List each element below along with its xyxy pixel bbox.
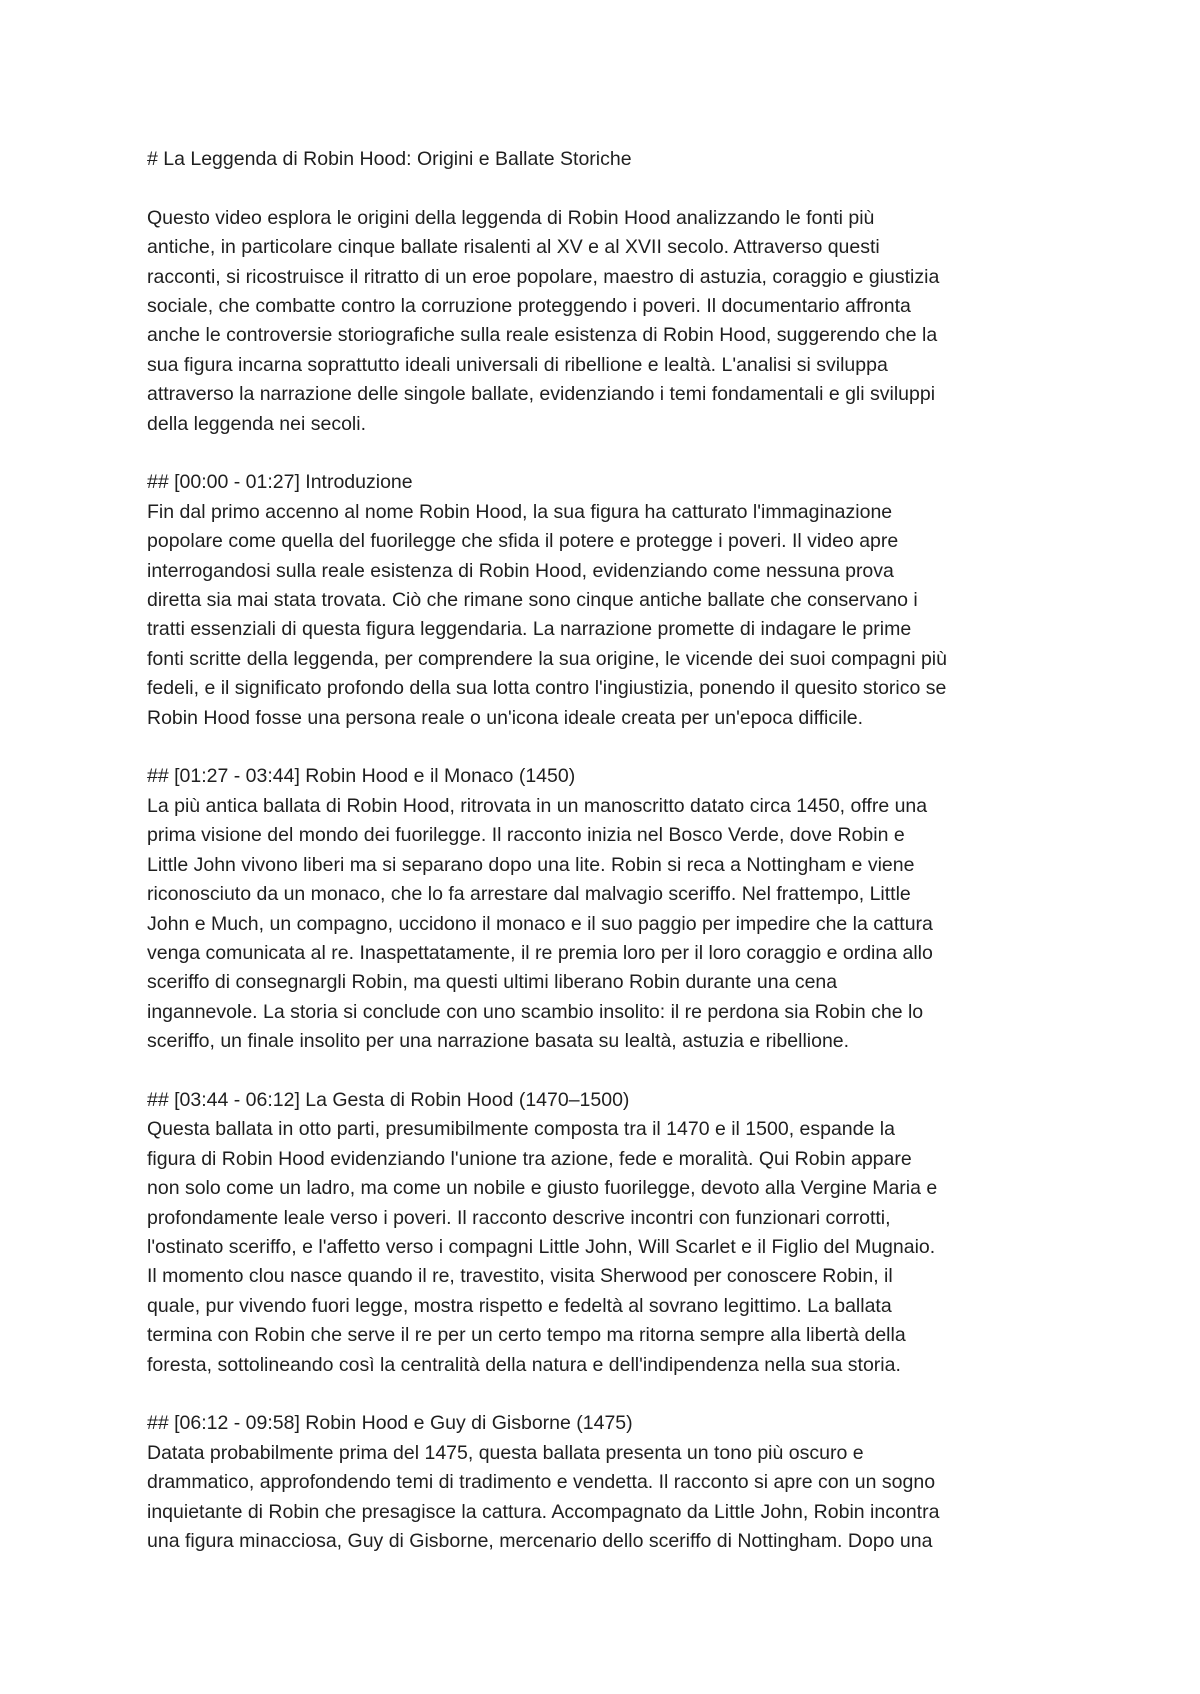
- section-line: Little John vivono liberi ma si separano dopo una lite. Robin si reca a Nottingham e viene: [147, 853, 915, 876]
- section-line: ingannevole. La storia si conclude con uno scambio insolito: il re perdona sia Robin che lo: [147, 1000, 924, 1023]
- document-title: # La Leggenda di Robin Hood: Origini e Ballate Storiche: [147, 148, 632, 170]
- section-line: diretta sia mai stata trovata. Ciò che rimane sono cinque antiche ballate che conservano i: [147, 589, 918, 612]
- section-line: interrogandosi sulla reale esistenza di Robin Hood, evidenziando come nessuna prova: [147, 559, 894, 582]
- summary-paragraph: [147, 204, 1077, 439]
- section-line: fonti scritte della leggenda, per comprendere la sua origine, le vicende dei suoi compagni più: [147, 647, 947, 670]
- section-heading: ## [03:44 - 06:12] La Gesta di Robin Hood (1470–1500): [147, 1088, 630, 1111]
- section-line: sceriffo di consegnargli Robin, ma questi ultimi liberano Robin durante una cena: [147, 971, 838, 994]
- summary-line: attraverso la narrazione delle singole ballate, evidenziando i temi fondamentali e gli sviluppi: [147, 383, 936, 406]
- section-line: Robin Hood fosse una persona reale o un'icona ideale creata per un'epoca difficile.: [147, 706, 864, 729]
- section-heading: ## [00:00 - 01:27] Introduzione: [147, 471, 413, 494]
- summary-line: racconti, si ricostruisce il ritratto di un eroe popolare, maestro di astuzia, coraggio e giustizia: [147, 265, 940, 288]
- section-line: non solo come un ladro, ma come un nobile e giusto fuorilegge, devoto alla Vergine Maria e: [147, 1177, 938, 1200]
- section-introduzione: [147, 468, 1077, 733]
- section-line: sceriffo, un finale insolito per una narrazione basata su lealtà, astuzia e ribellione.: [147, 1030, 850, 1053]
- section-line: figura di Robin Hood evidenziando l'unione tra azione, fede e moralità. Qui Robin appare: [147, 1147, 912, 1170]
- section-line: quale, pur vivendo fuori legge, mostra rispetto e fedeltà al sovrano legittimo. La ballata: [147, 1294, 892, 1317]
- spacer: [147, 733, 1077, 762]
- summary-line: sociale, che combatte contro la corruzione proteggendo i poveri. Il documentario affronta: [147, 295, 911, 318]
- section-line: fedeli, e il significato profondo della sua lotta contro l'ingiustizia, ponendo il quesito storico se: [147, 677, 947, 700]
- section-line: popolare come quella del fuorilegge che sfida il potere e protegge i poveri. Il video apre: [147, 530, 899, 553]
- section-line: prima visione del mondo dei fuorilegge. Il racconto inizia nel Bosco Verde, dove Robin e: [147, 824, 905, 847]
- summary-line: sua figura incarna soprattutto ideali universali di ribellione e lealtà. L'analisi si sviluppa: [147, 353, 888, 376]
- document-page: [147, 145, 1077, 1556]
- section-line: Il momento clou nasce quando il re, travestito, visita Sherwood per conoscere Robin, il: [147, 1265, 893, 1288]
- section-line: l'ostinato sceriffo, e l'affetto verso i compagni Little John, Will Scarlet e il Figlio del Mugnaio.: [147, 1235, 936, 1258]
- section-line: venga comunicata al re. Inaspettatamente, il re premia loro per il loro coraggio e ordina allo: [147, 941, 933, 964]
- summary-line: Questo video esplora le origini della leggenda di Robin Hood analizzando le fonti più: [147, 206, 875, 229]
- section-line: inquietante di Robin che presagisce la cattura. Accompagnato da Little John, Robin incontra: [147, 1500, 940, 1523]
- section-line: drammatico, approfondendo temi di tradimento e vendetta. Il racconto si apre con un sogno: [147, 1471, 936, 1494]
- summary-line: della leggenda nei secoli.: [147, 412, 366, 435]
- section-line: La più antica ballata di Robin Hood, ritrovata in un manoscritto datato circa 1450, offre una: [147, 794, 928, 817]
- section-line: tratti essenziali di questa figura leggendaria. La narrazione promette di indagare le prime: [147, 618, 912, 641]
- section-line: riconosciuto da un monaco, che lo fa arrestare dal malvagio sceriffo. Nel frattempo, Little: [147, 883, 911, 906]
- section-monaco: [147, 762, 1077, 1056]
- summary-line: antiche, in particolare cinque ballate risalenti al XV e al XVII secolo. Attraverso questi: [147, 236, 880, 259]
- spacer: [147, 439, 1077, 468]
- section-line: foresta, sottolineando così la centralità della natura e dell'indipendenza nella sua storia.: [147, 1353, 901, 1376]
- section-line: Questa ballata in otto parti, presumibilmente composta tra il 1470 e il 1500, espande la: [147, 1118, 895, 1141]
- section-line: Datata probabilmente prima del 1475, questa ballata presenta un tono più oscuro e: [147, 1441, 864, 1464]
- spacer: [147, 174, 1077, 203]
- section-line: John e Much, un compagno, uccidono il monaco e il suo paggio per impedire che la cattura: [147, 912, 933, 935]
- section-heading: ## [06:12 - 09:58] Robin Hood e Guy di Gisborne (1475): [147, 1412, 633, 1435]
- section-line: profondamente leale verso i poveri. Il racconto descrive incontri con funzionari corrotti,: [147, 1206, 891, 1229]
- section-gesta: [147, 1086, 1077, 1380]
- section-line: Fin dal primo accenno al nome Robin Hood, la sua figura ha catturato l'immaginazione: [147, 500, 893, 523]
- section-line: termina con Robin che serve il re per un certo tempo ma ritorna sempre alla libertà della: [147, 1324, 906, 1347]
- section-gisborne: [147, 1409, 1077, 1556]
- spacer: [147, 1057, 1077, 1086]
- summary-line: anche le controversie storiografiche sulla reale esistenza di Robin Hood, suggerendo che la: [147, 324, 938, 347]
- section-line: una figura minacciosa, Guy di Gisborne, mercenario dello sceriffo di Nottingham. Dopo una: [147, 1530, 933, 1553]
- spacer: [147, 1380, 1077, 1409]
- section-heading: ## [01:27 - 03:44] Robin Hood e il Monaco (1450): [147, 765, 576, 788]
